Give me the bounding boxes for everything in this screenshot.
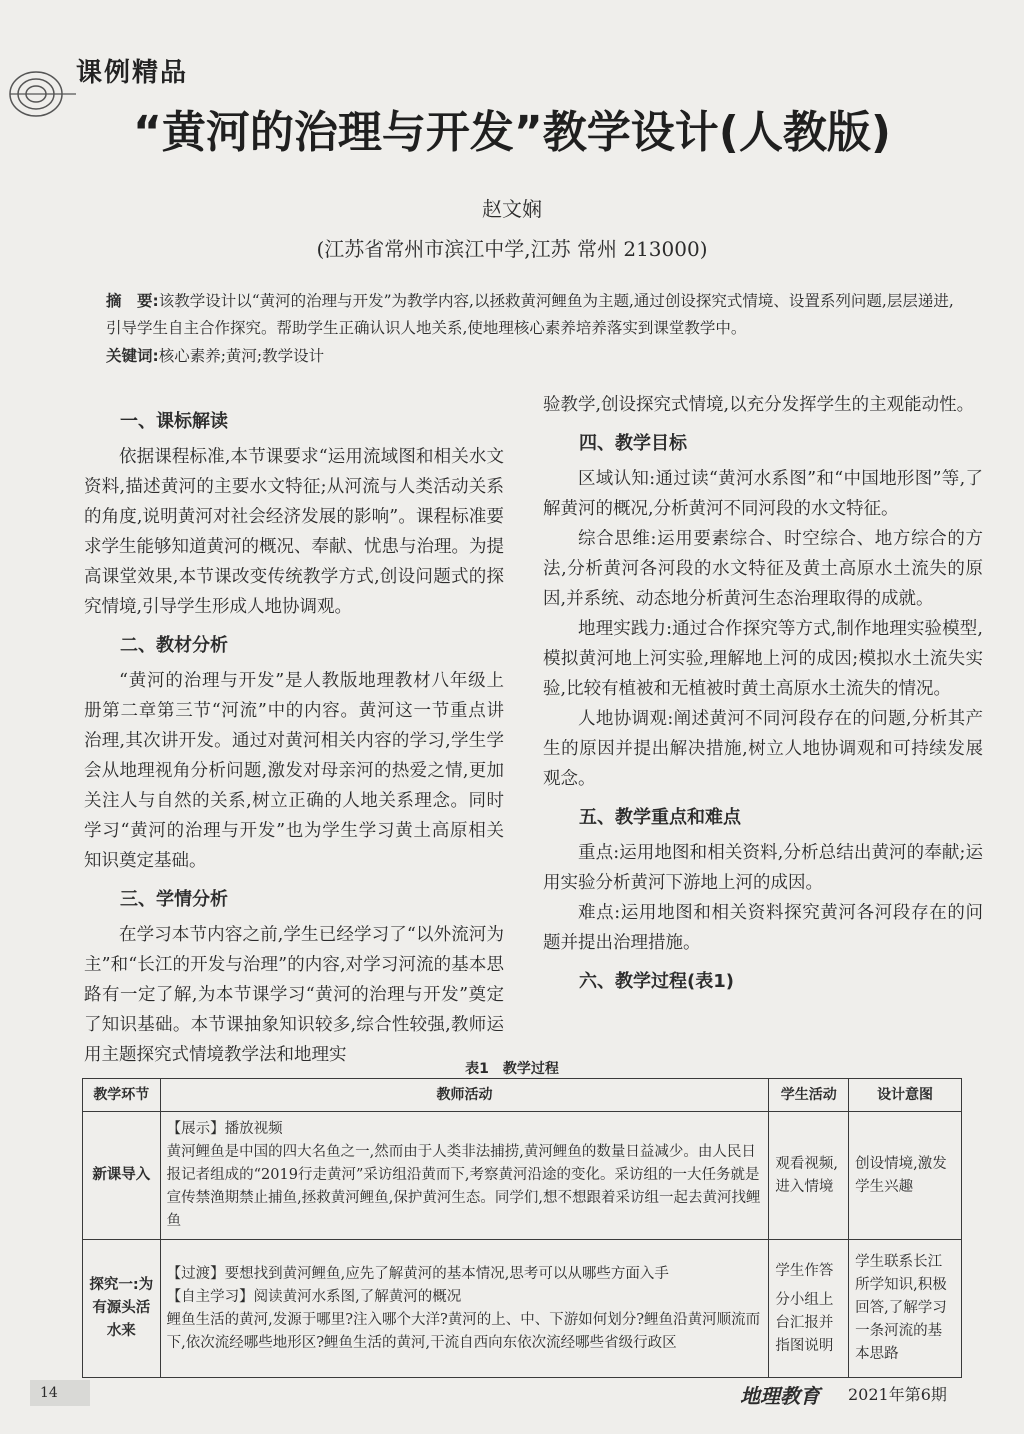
body-paragraph: 依据课程标准,本节课要求“运用流域图和相关水文资料,描述黄河的主要水文特征;从河流与人类活动关系的角度,说明黄河对社会经济发展的影响”。课程标准要求学生能够知道黄河的概况、奉献、忧患与治理。为提高课堂效果,本节课改变传统教学方式,创设问题式的探究情境,引导学生形成人地协调观。	[84, 447, 504, 617]
teacher-activity-line: 【展示】播放视频	[166, 1121, 283, 1137]
section-heading: 六、教学过程(表1)	[579, 971, 734, 992]
table-header-cell: 教学环节	[83, 1079, 161, 1112]
article-title: “黄河的治理与开发”教学设计(人教版)	[132, 107, 892, 158]
table-header-cell: 学生活动	[769, 1079, 849, 1112]
keywords	[106, 343, 956, 370]
abstract-text: 该教学设计以“黄河的治理与开发”为教学内容,以拯救黄河鲤鱼为主题,通过创设探究式情境、设置系列问题,层层递进,引导学生自主合作探究。帮助学生正确认识人地关系,使地理核心素养培养落实到课堂教学中。	[106, 292, 954, 337]
student-activity-cell	[769, 1240, 849, 1378]
journal-issue: 2021年第6期	[848, 1385, 947, 1404]
journal-name: 地理教育	[740, 1384, 820, 1408]
section-heading: 四、教学目标	[579, 433, 687, 454]
student-activity-item: 学生作答	[775, 1262, 834, 1279]
section-heading: 一、课标解读	[120, 411, 228, 432]
student-activity-item: 分小组上台汇报并指图说明	[775, 1291, 834, 1354]
body-paragraph: 重点:运用地图和相关资料,分析总结出黄河的奉献;运用实验分析黄河下游地上河的成因。	[543, 843, 983, 893]
abstract-label: 摘 要:	[106, 292, 159, 310]
teaching-process-table	[82, 1078, 962, 1378]
body-paragraph: 综合思维:运用要素综合、时空综合、地方综合的方法,分析黄河各河段的水文特征及黄土高原水土流失的原因,并系统、动态地分析黄河生态治理取得的成就。	[543, 529, 983, 609]
body-paragraph: 地理实践力:通过合作探究等方式,制作地理实验模型,模拟黄河地上河实验,理解地上河的成因;模拟水土流失实验,比较有植被和无植被时黄土高原水土流失的情况。	[543, 619, 983, 699]
student-activity-item: 观看视频,进入情境	[775, 1155, 839, 1195]
article-author: 赵文娴	[482, 197, 542, 221]
section-heading: 五、教学重点和难点	[579, 807, 741, 828]
teacher-activity-line: 黄河鲤鱼是中国的四大名鱼之一,然而由于人类非法捕捞,黄河鲤鱼的数量日益减少。由人民日报记者组成的“2019行走黄河”采访组沿黄而下,考察黄河沿途的变化。采访组的一大任务就是宣传禁渔期禁止捕鱼,拯救黄河鲤鱼,保护黄河生态。同学们,想不想跟着采访组一起去黄河找鲤鱼	[166, 1144, 761, 1229]
table-header-cell: 设计意图	[849, 1079, 962, 1112]
teacher-activity-cell	[160, 1240, 769, 1378]
page-number: 14	[30, 1380, 90, 1406]
student-activity-cell	[769, 1112, 849, 1240]
body-paragraph: 在学习本节内容之前,学生已经学习了“以外流河为主”和“长江的开发与治理”的内容,对学习河流的基本思路有一定了解,为本节课学习“黄河的治理与开发”奠定了知识基础。本节课抽象知识较多,综合性较强,教师运用主题探究式情境教学法和地理实	[84, 925, 504, 1065]
section-heading: 三、学情分析	[120, 889, 228, 910]
stage-cell: 新课导入	[83, 1112, 161, 1240]
abstract	[106, 288, 956, 342]
table-caption: 表1 教学过程	[465, 1061, 559, 1077]
table-header-row	[83, 1079, 962, 1112]
teacher-activity-line: 【自主学习】阅读黄河水系图,了解黄河的概况	[166, 1288, 462, 1305]
keywords-text: 核心素养;黄河;教学设计	[158, 347, 325, 365]
teacher-activity-line: 鲤鱼生活的黄河,发源于哪里?注入哪个大洋?黄河的上、中、下游如何划分?鲤鱼沿黄河顺流而下,依次流经哪些地形区?鲤鱼生活的黄河,干流自西向东依次流经哪些省级行政区	[166, 1311, 761, 1351]
teacher-activity-cell	[160, 1112, 769, 1240]
body-paragraph: 人地协调观:阐述黄河不同河段存在的问题,分析其产生的原因并提出解决措施,树立人地协调观和可持续发展观念。	[543, 709, 983, 789]
body-paragraph: 难点:运用地图和相关资料探究黄河各河段存在的问题并提出治理措施。	[543, 903, 983, 953]
table-row	[83, 1112, 962, 1240]
body-paragraph: 验教学,创设探究式情境,以充分发挥学生的主观能动性。	[543, 395, 975, 415]
table-row	[83, 1240, 962, 1378]
design-intent-cell: 学生联系长江所学知识,积极回答,了解学习一条河流的基本思路	[849, 1240, 962, 1378]
section-heading: 二、教材分析	[120, 635, 228, 656]
keywords-label: 关键词:	[106, 347, 159, 365]
body-paragraph: “黄河的治理与开发”是人教版地理教材八年级上册第二章第三节“河流”中的内容。黄河这一节重点讲治理,其次讲开发。通过对黄河相关内容的学习,学生学会从地理视角分析问题,激发对母亲河的热爱之情,更加关注人与自然的关系,树立正确的人地关系理念。同时学习“黄河的治理与开发”也为学生学习黄土高原相关知识奠定基础。	[84, 671, 504, 871]
right-column	[543, 390, 983, 1002]
design-intent-cell: 创设情境,激发学生兴趣	[849, 1112, 962, 1240]
stage-cell: 探究一:为有源头活水来	[83, 1240, 161, 1378]
body-paragraph: 区域认知:通过读“黄河水系图”和“中国地形图”等,了解黄河的概况,分析黄河不同河段的水文特征。	[543, 469, 983, 519]
left-column	[84, 398, 504, 1070]
teacher-activity-line: 【过渡】要想找到黄河鲤鱼,应先了解黄河的基本情况,思考可以从哪些方面入手	[166, 1265, 669, 1282]
table-header-cell: 教师活动	[160, 1079, 769, 1112]
article-affiliation: (江苏省常州市滨江中学,江苏 常州 213000)	[316, 237, 708, 261]
column-tag: 课例精品	[76, 58, 189, 88]
